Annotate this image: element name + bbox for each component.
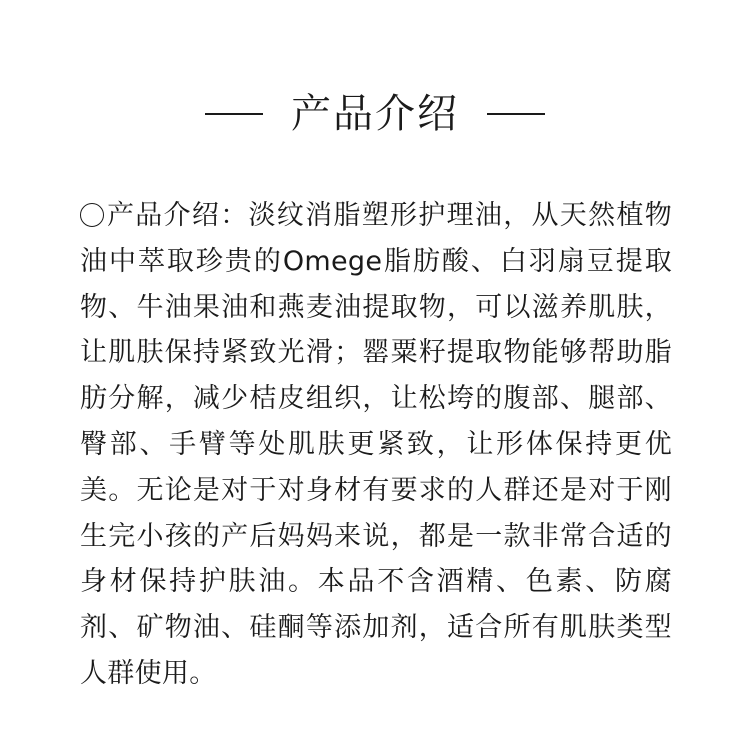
product-description-text: 产品介绍：淡纹消脂塑形护理油，从天然植物油中萃取珍贵的Omege脂肪酸、白羽扇豆提取物、牛油果油和燕麦油提取物，可以滋养肌肤，让肌肤保持紧致光滑；罂粟籽提取物能够帮助脂肪分解，减少桔皮组织，让松垮的腹部、腿部、臀部、手臂等处肌肤更紧致，让形体保持更优美。无论是对于对身材有要求的人群还是对于刚生完小孩的产后妈妈来说，都是一款非常合适的身材保持护肤油。本品不含酒精、色素、防腐剂、矿物油、硅酮等添加剂，适合所有肌肤类型人群使用。 [80, 200, 672, 689]
hollow-circle-icon [80, 203, 104, 227]
left-divider-line [205, 113, 263, 115]
section-header [0, 84, 750, 144]
section-title: 产品介绍 [291, 91, 459, 137]
product-description [80, 193, 672, 697]
right-divider-line [487, 113, 545, 115]
